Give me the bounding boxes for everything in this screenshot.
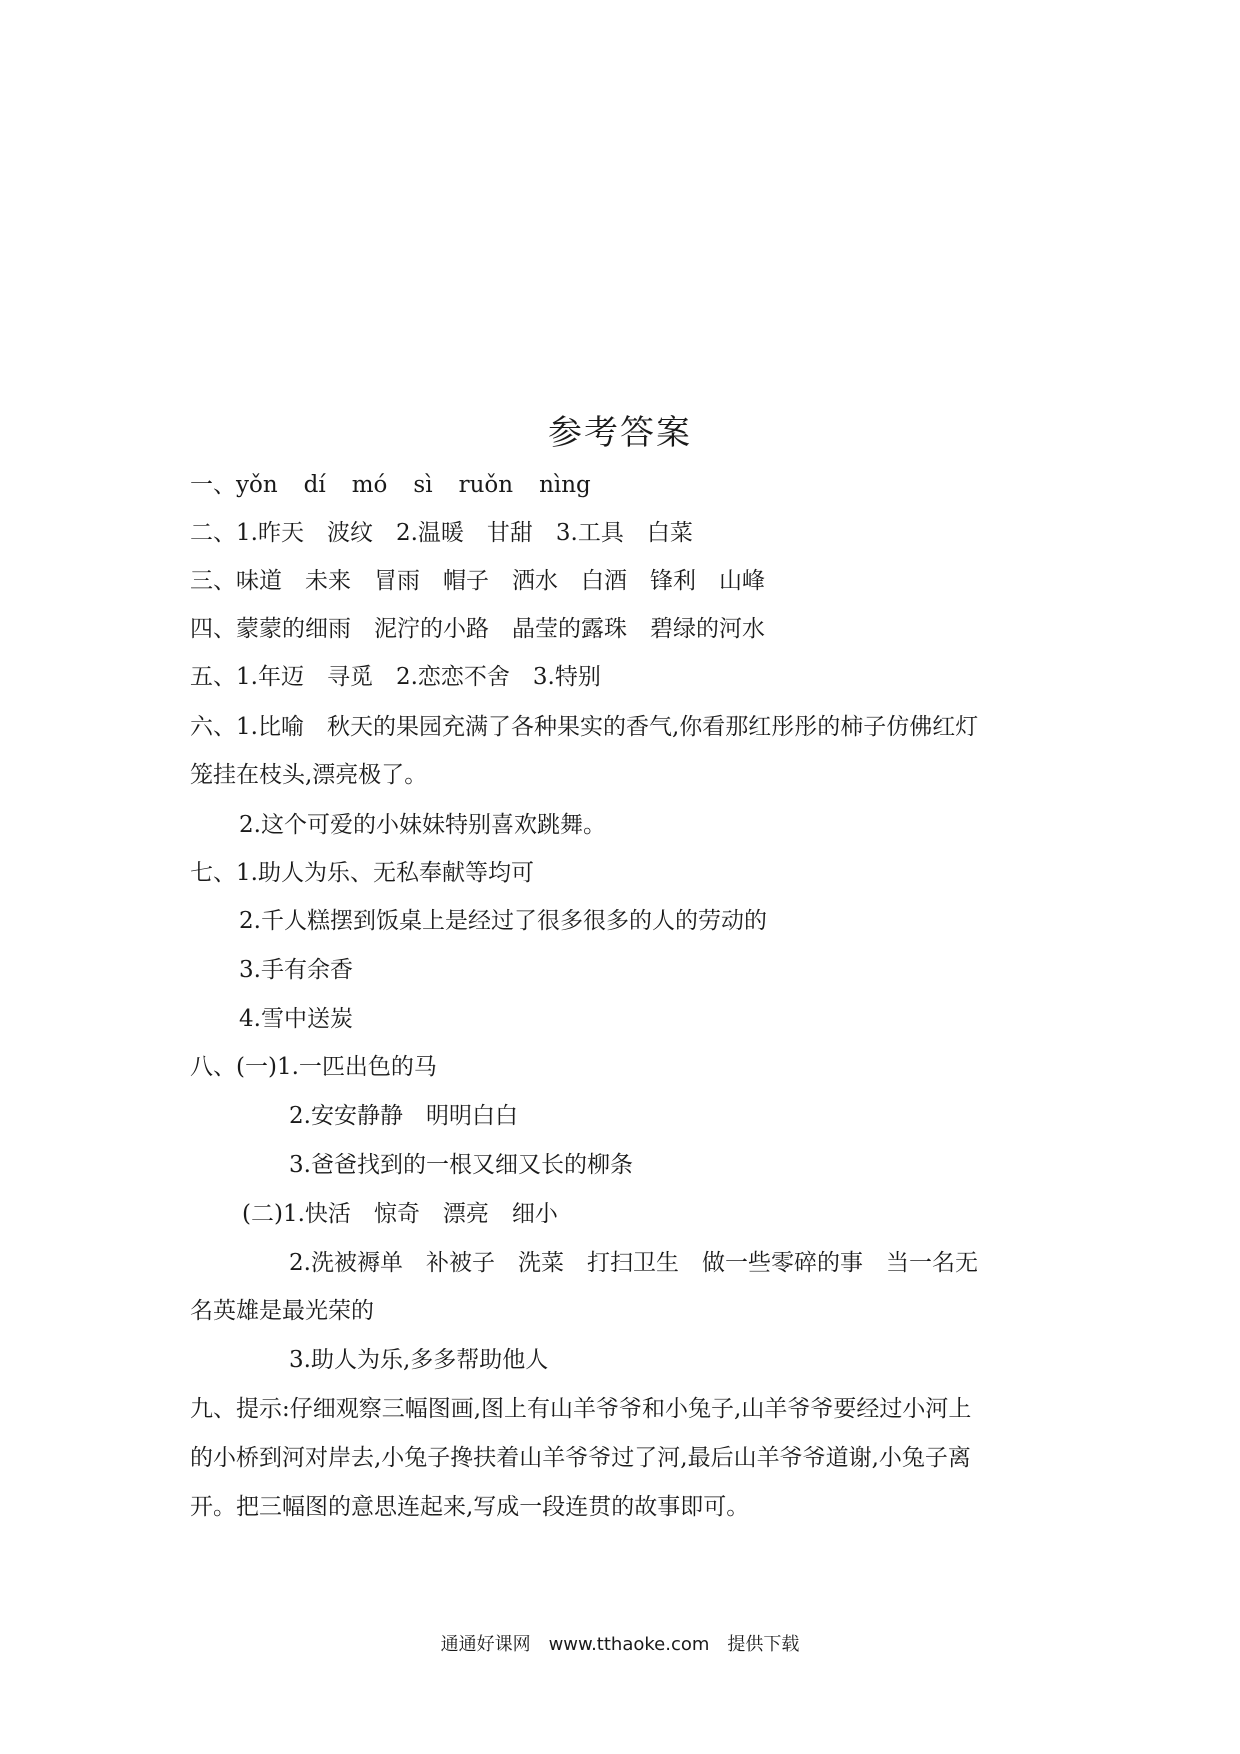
answer-8-2-item-2-continued: 名英雄是最光荣的 [190, 1298, 374, 1324]
answer-label: 四、 [190, 616, 236, 642]
answer-label: 五、 [190, 664, 236, 690]
answer-9-line-2: 的小桥到河对岸去,小兔子搀扶着山羊爷爷过了河,最后山羊爷爷道谢,小兔子离 [190, 1445, 971, 1471]
answer-text: 1.快活 惊奇 漂亮 细小 [282, 1201, 558, 1227]
answer-8 [190, 1052, 437, 1082]
pinyin-item: nìng [539, 472, 591, 498]
page-title: 参考答案 [548, 413, 692, 453]
answer-6-continued: 笼挂在枝头,漂亮极了。 [190, 762, 428, 788]
answer-label: 一、 [190, 472, 236, 498]
part-label: (二) [242, 1201, 283, 1227]
answer-text: 味道 未来 冒雨 帽子 洒水 白酒 锋利 山峰 [236, 568, 765, 594]
part-label: (一) [236, 1054, 277, 1080]
answer-6-item-2: 2.这个可爱的小妹妹特别喜欢跳舞。 [239, 812, 606, 838]
pinyin-item: mó [351, 472, 388, 498]
answer-8-2-item-3: 3.助人为乐,多多帮助他人 [289, 1347, 549, 1373]
answer-9-line-3: 开。把三幅图的意思连起来,写成一段连贯的故事即可。 [190, 1494, 750, 1520]
answer-text: 1.昨天 波纹 2.温暖 甘甜 3.工具 白菜 [236, 520, 693, 546]
answer-text: 1.一匹出色的马 [276, 1054, 437, 1080]
answer-4 [190, 614, 765, 644]
answer-7-item-4: 4.雪中送炭 [239, 1006, 353, 1032]
pinyin-item: dí [303, 472, 326, 498]
answer-text: 1.年迈 寻觅 2.恋恋不舍 3.特别 [236, 664, 601, 690]
pinyin-item: yǒn [236, 472, 278, 498]
answer-3 [190, 566, 765, 596]
answer-text: 提示:仔细观察三幅图画,图上有山羊爷爷和小兔子,山羊爷爷要经过小河上 [236, 1396, 972, 1422]
answer-9 [190, 1394, 971, 1424]
pinyin-item: sì [413, 472, 433, 498]
answer-8-1-item-3: 3.爸爸找到的一根又细又长的柳条 [289, 1152, 633, 1178]
answer-6 [190, 712, 978, 742]
answer-label: 三、 [190, 568, 236, 594]
pinyin-item: ruǒn [458, 472, 514, 498]
answer-8-2 [242, 1199, 558, 1229]
answer-7-item-3: 3.手有余香 [239, 957, 353, 983]
answer-label: 八、 [190, 1054, 236, 1080]
answer-label: 九、 [190, 1396, 236, 1422]
answer-text: 蒙蒙的细雨 泥泞的小路 晶莹的露珠 碧绿的河水 [236, 616, 765, 642]
answer-label: 六、 [190, 714, 236, 740]
answer-2 [190, 518, 693, 548]
answer-label: 七、 [190, 860, 236, 886]
answer-1 [190, 470, 617, 500]
answer-text: 1.助人为乐、无私奉献等均可 [236, 860, 534, 886]
answer-5 [190, 662, 601, 692]
answer-8-2-item-2: 2.洗被褥单 补被子 洗菜 打扫卫生 做一些零碎的事 当一名无 [289, 1250, 978, 1276]
answer-7-item-2: 2.千人糕摆到饭桌上是经过了很多很多的人的劳动的 [239, 908, 767, 934]
footer-source: 通通好课网 www.tthaoke.com 提供下载 [440, 1634, 800, 1655]
answer-label: 二、 [190, 520, 236, 546]
answer-text: 1.比喻 秋天的果园充满了各种果实的香气,你看那红彤彤的柿子仿佛红灯 [236, 714, 979, 740]
answer-8-1-item-2: 2.安安静静 明明白白 [289, 1103, 518, 1129]
answer-7 [190, 858, 534, 888]
